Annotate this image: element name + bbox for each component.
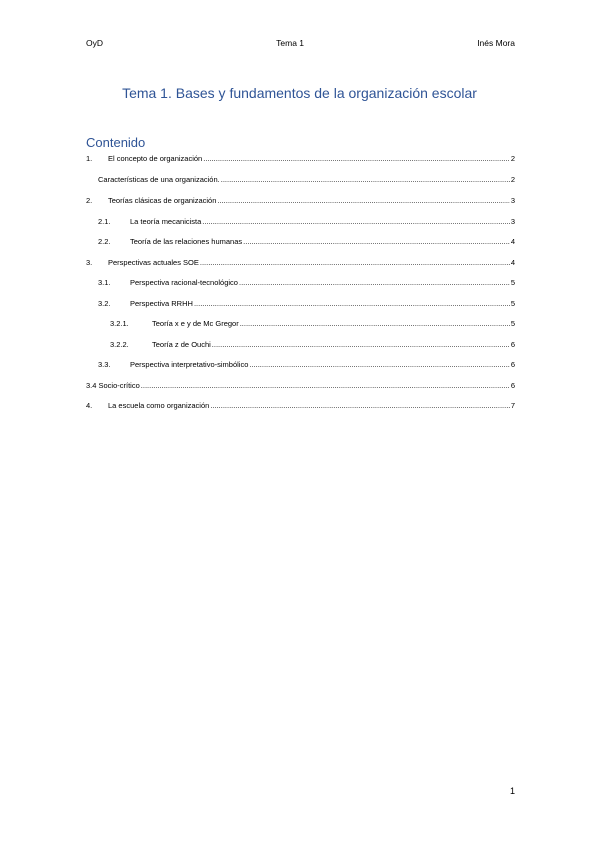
toc-entry[interactable] [86, 299, 515, 309]
toc-entry-page: 6 [510, 360, 515, 369]
toc-leader-dots [194, 299, 510, 309]
toc-entry-page: 5 [510, 299, 515, 308]
toc-entry-page: 5 [510, 319, 515, 328]
toc-entry-page: 3 [510, 217, 515, 226]
toc-entry[interactable] [86, 237, 515, 247]
toc-entry-label: Teoría x e y de Mc Gregor [152, 319, 239, 328]
toc-entry-number: 3.2.1. [110, 319, 129, 328]
toc-entry-number: 2.1. [98, 217, 111, 226]
toc-leader-dots [243, 237, 510, 247]
toc-entry-page: 4 [510, 258, 515, 267]
header-right: Inés Mora [477, 38, 515, 48]
toc-entry-number: 4. [86, 401, 93, 410]
toc-entry[interactable] [86, 401, 515, 411]
page-header [86, 38, 515, 48]
toc-entry[interactable] [86, 340, 515, 350]
toc-leader-dots [240, 319, 510, 329]
toc-entry-page: 3 [510, 196, 515, 205]
toc-entry-label: 3.4 Socio-crítico [86, 381, 140, 390]
toc-leader-dots [212, 340, 510, 350]
toc-leader-dots [202, 217, 510, 227]
toc-entry-number: 2. [86, 196, 93, 205]
toc-entry[interactable] [86, 154, 515, 164]
toc-entry-label: La teoría mecanicista [130, 217, 202, 226]
toc-entry[interactable] [86, 217, 515, 227]
toc-entry-page: 5 [510, 278, 515, 287]
toc-entry-number: 3.2. [98, 299, 111, 308]
document-title: Tema 1. Bases y fundamentos de la organización escolar [122, 85, 477, 101]
toc-entry-label: Teoría z de Ouchi [152, 340, 211, 349]
page-number: 1 [509, 786, 515, 796]
toc-entry-number: 1. [86, 154, 93, 163]
toc-entry-page: 4 [510, 237, 515, 246]
toc-entry-label: Teoría de las relaciones humanas [130, 237, 243, 246]
toc-entry-label: Perspectiva RRHH [130, 299, 193, 308]
toc-entry[interactable] [86, 258, 515, 268]
toc-leader-dots [249, 360, 509, 370]
toc-entry-label: Características de una organización. [98, 175, 220, 184]
toc-leader-dots [200, 258, 510, 268]
toc-entry-page: 6 [510, 381, 515, 390]
toc-entry-label: Perspectiva interpretativo-simbólico [130, 360, 249, 369]
toc-entry[interactable] [86, 319, 515, 329]
toc-entry-number: 3.1. [98, 278, 111, 287]
toc-entry-label: La escuela como organización [108, 401, 210, 410]
toc-entry-page: 2 [510, 154, 515, 163]
toc-entry-label: Perspectivas actuales SOE [108, 258, 199, 267]
toc-entry[interactable] [86, 278, 515, 288]
toc-entry-page: 6 [510, 340, 515, 349]
toc-entry[interactable] [86, 175, 515, 185]
toc-entry-page: 2 [510, 175, 515, 184]
contents-heading: Contenido [86, 135, 146, 150]
header-left: OyD [86, 38, 103, 48]
header-center: Tema 1 [276, 38, 305, 48]
toc-leader-dots [239, 278, 510, 288]
toc-entry-number: 3. [86, 258, 93, 267]
toc-entry-number: 3.3. [98, 360, 111, 369]
toc-leader-dots [141, 381, 510, 391]
toc-entry-page: 7 [510, 401, 515, 410]
toc-leader-dots [203, 154, 510, 164]
toc-entry-number: 3.2.2. [110, 340, 129, 349]
toc-leader-dots [217, 196, 509, 206]
toc-entry-label: El concepto de organización [108, 154, 203, 163]
toc-entry-number: 2.2. [98, 237, 111, 246]
toc-leader-dots [210, 401, 510, 411]
toc-entry-label: Teorías clásicas de organización [108, 196, 217, 205]
toc-entry-label: Perspectiva racional-tecnológico [130, 278, 238, 287]
toc-entry[interactable] [86, 360, 515, 370]
toc-entry[interactable] [86, 381, 515, 391]
toc-leader-dots [221, 175, 510, 185]
toc-entry[interactable] [86, 196, 515, 206]
